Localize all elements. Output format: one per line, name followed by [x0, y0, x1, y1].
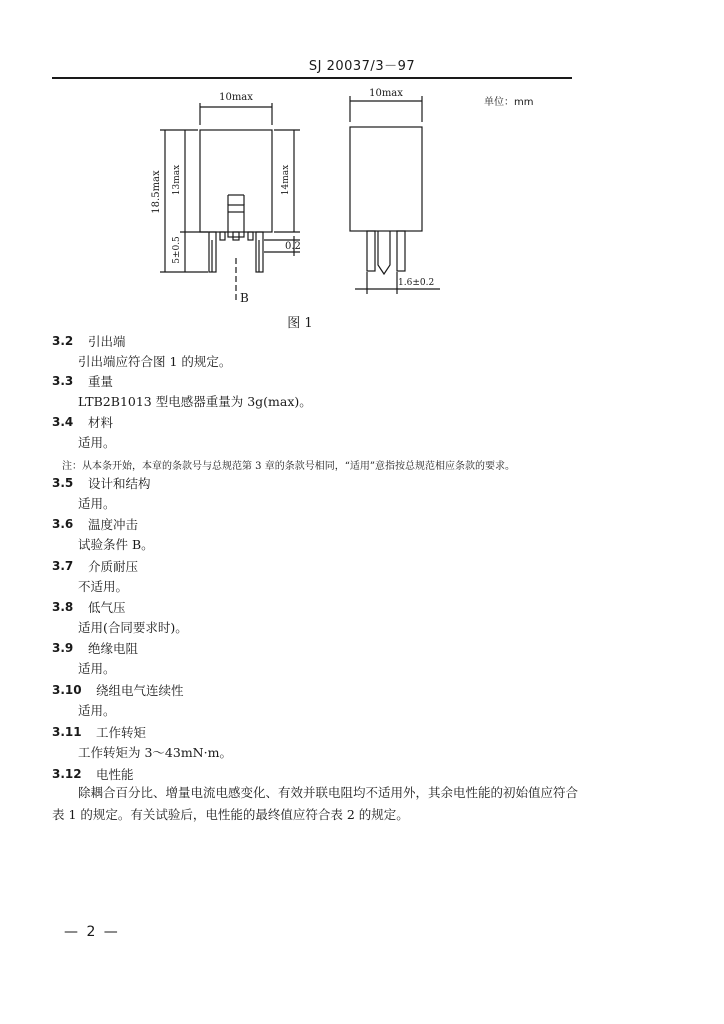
section-title: 材料: [88, 415, 114, 430]
section-number: 3.6: [52, 517, 74, 531]
section-3-10: [52, 680, 582, 720]
section-3-7: [52, 556, 582, 596]
section-body: 适用。: [78, 496, 116, 511]
document-header: SJ 20037/3－97: [308, 59, 416, 74]
section-body: 工作转矩为 3～43mN·m。: [78, 745, 232, 760]
figure-drawing: [0, 0, 724, 310]
dim-pin-offset: 0.2: [285, 241, 301, 252]
section-number: 3.9: [52, 641, 74, 655]
section-title: 介质耐压: [88, 559, 139, 574]
section-title: 绕组电气连续性: [96, 683, 184, 698]
section-number: 3.12: [52, 767, 82, 781]
section-body: 试验条件 B。: [78, 537, 154, 552]
paragraph-text: 除耦合百分比、增量电流电感变化、有效并联电阻均不适用外，其余电性能的初始值应符合表 1 的规定。有关试验后，电性能的最终值应符合表 2 的规定。: [52, 785, 579, 822]
section-number: 3.3: [52, 374, 74, 388]
section-3-12-paragraph: [52, 782, 582, 826]
dim-right-height: 14max: [281, 164, 291, 196]
section-body: 引出端应符合图 1 的规定。: [78, 354, 232, 369]
dim-pin-spacing: 1.6±0.2: [398, 278, 435, 288]
section-body: 适用。: [78, 435, 116, 450]
section-3-12: [52, 764, 582, 784]
dim-body-height: 13max: [172, 164, 182, 196]
section-3-9: [52, 638, 582, 678]
section-body: 不适用。: [78, 579, 129, 594]
section-title: 工作转矩: [96, 725, 147, 740]
view-marker: B: [240, 291, 249, 305]
section-title: 引出端: [88, 334, 126, 349]
section-body: 适用(合同要求时)。: [78, 620, 188, 635]
section-title: 设计和结构: [88, 476, 151, 491]
dim-front-width: 10max: [219, 92, 253, 103]
section-body: 适用。: [78, 661, 116, 676]
dim-pin-length: 5±0.5: [172, 236, 182, 264]
unit-label: 单位：mm: [484, 97, 534, 108]
section-title: 电性能: [96, 767, 134, 782]
section-body: 适用。: [78, 703, 116, 718]
section-3-2: [52, 331, 582, 371]
section-3-3: [52, 371, 582, 411]
figure-1: [0, 0, 724, 310]
page-number: — 2 —: [64, 924, 120, 940]
note: 注：从本条开始，本章的条款号与总规范第 3 章的条款号相同，“适用”意指按总规范相应条款的要求。: [62, 461, 515, 472]
section-number: 3.7: [52, 559, 74, 573]
section-number: 3.2: [52, 334, 74, 348]
section-3-6: [52, 514, 582, 554]
section-number: 3.5: [52, 476, 74, 490]
section-title: 温度冲击: [88, 517, 139, 532]
figure-caption: 图 1: [287, 316, 313, 331]
section-3-11: [52, 722, 582, 762]
section-number: 3.8: [52, 600, 74, 614]
section-title: 低气压: [88, 600, 126, 615]
section-body: LTB2B1013 型电感器重量为 3g(max)。: [78, 394, 312, 409]
section-3-4: [52, 412, 582, 452]
section-number: 3.10: [52, 683, 82, 697]
section-number: 3.11: [52, 725, 82, 739]
section-3-5: [52, 473, 582, 513]
section-title: 绝缘电阻: [88, 641, 139, 656]
dim-side-width: 10max: [369, 88, 403, 99]
section-number: 3.4: [52, 415, 74, 429]
dim-total-height: 18.5max: [151, 170, 162, 214]
section-title: 重量: [88, 374, 114, 389]
section-3-8: [52, 597, 582, 637]
